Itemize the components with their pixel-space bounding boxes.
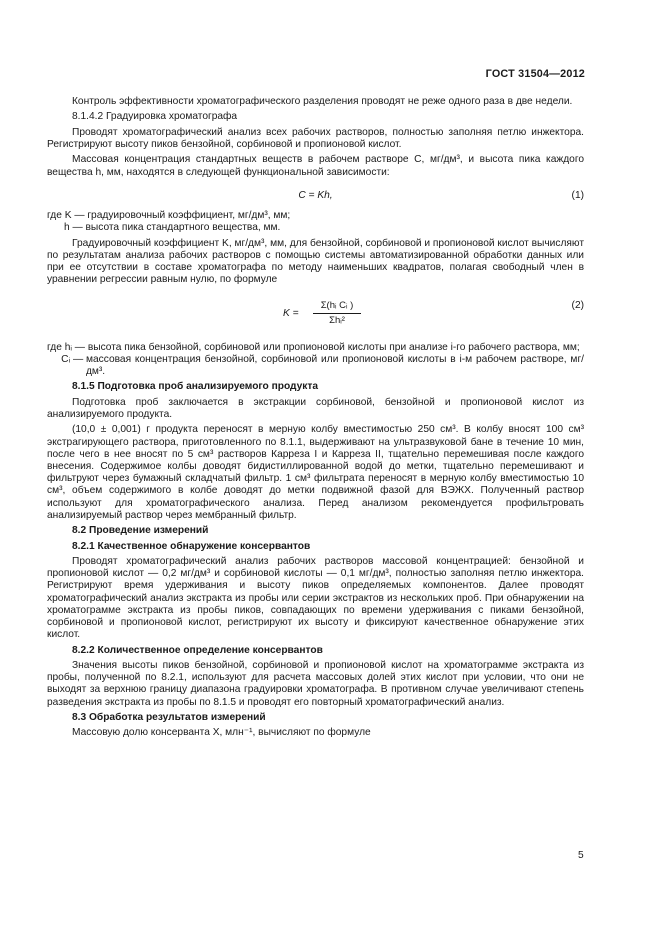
definition-text: высота пика бензойной, сорбиновой или пропионовой кислоты при анализе i-го рабочего раствора, мм; — [87, 341, 580, 353]
paragraph: Подготовка проб заключается в экстракции сорбиновой, бензойной и пропионовой кислот из анализируемого продукта. — [47, 396, 584, 420]
definitions-1 — [47, 210, 584, 234]
definition-row — [47, 210, 584, 222]
definition-text: массовая концентрация бензойной, сорбиновой или пропионовой кислоты в i-м рабочем растворе, мг/дм³. — [85, 353, 584, 377]
subsection-heading: 8.1.4.2 Градуировка хроматографа — [72, 111, 238, 123]
definition-row — [47, 342, 584, 354]
section-heading: 8.3 Обработка результатов измерений — [72, 711, 266, 723]
equation-lhs: K = — [283, 307, 299, 319]
equation-number: (1) — [571, 189, 584, 201]
definitions-2 — [47, 342, 584, 379]
paragraph: Проводят хроматографический анализ рабочих растворов массовой концентрацией: бензойной и пропионовой кислот — 0,2 мг/дм³ и сорбиновой кислоты — 0,1 мг/дм³, полностью заполняя петлю инжектора. Регистрируют время удерживания и высоту пиков определяемых компонентов. Далее проводят хроматографический анализ экстракта из пробы или серии экстрактов из нескольких проб. При обнаружении на хроматограмме экстракта из пробы пиков, совпадающих по времени удерживания с пиками бензойной, сорбиновой и пропионовой кислот, регистрируют их высоту и фиксируют качественное обнаружение этих кислот. — [47, 555, 584, 641]
equation-number: (2) — [571, 299, 584, 311]
definition-symbol: где K — — [47, 209, 88, 221]
section-heading: 8.1.5 Подготовка проб анализируемого продукта — [72, 381, 319, 393]
paragraph: Значения высоты пиков бензойной, сорбиновой и пропионовой кислот на хроматограмме экстракта из пробы, полученной по 8.2.1, используют для расчета массовых долей этих кислот при условии, что они не выходят за верхнюю границу диапазона градуировки хроматографа. В противном случае увеличивают степень разведения экстракта из пробы по 8.1.5 и проводят его повторный хроматографический анализ. — [47, 659, 584, 708]
page-number: 5 — [578, 850, 584, 861]
equation-2 — [47, 290, 584, 342]
definition-row — [47, 354, 584, 378]
definition-symbol: где hᵢ — — [47, 341, 88, 353]
fraction-numerator: Σ(hᵢ Cᵢ ) — [313, 300, 361, 314]
paragraph: Градуировочный коэффициент K, мг/дм³, мм, для бензойной, сорбиновой и пропионовой кислот вычисляют по результатам анализа рабочих растворов с помощью системы автоматизированной обработки данных или при ее отсутствии в составе хроматографа по методу наименьших квадратов, полагая свободный член в уравнении регрессии равным нулю, по формуле — [47, 237, 585, 286]
definition-row — [47, 222, 584, 234]
paragraph: Проводят хроматографический анализ всех рабочих растворов, полностью заполняя петлю инжектора. Регистрируют высоту пиков бензойной, сорбиновой и пропионовой кислот. — [47, 126, 584, 150]
section-heading: 8.2.2 Количественное определение консервантов — [72, 644, 323, 656]
paragraph: Контроль эффективности хроматографического разделения проводят не реже одного раза в две недели. — [72, 96, 573, 107]
section-heading: 8.2.1 Качественное обнаружение консервантов — [72, 540, 311, 552]
document-code: ГОСТ 31504—2012 — [485, 68, 585, 80]
definition-text: высота пика стандартного вещества, мм. — [85, 222, 281, 234]
definition-symbol: Cᵢ — — [47, 353, 86, 365]
definition-symbol: h — — [47, 222, 86, 234]
definition-text: градуировочный коэффициент, мг/дм³, мм; — [87, 209, 291, 221]
paragraph: (10,0 ± 0,001) г продукта переносят в мерную колбу вместимостью 250 см³. В колбу вносят 100 см³ экстрагирующего раствора, приготовленного по 8.1.1, выдерживают на ультразвуковой бане в течение 10 мин, после чего в нее вносят по 5 см³ растворов Карреза I и Карреза II, тщательно перемешивая после каждого внесения. Содержимое колбы доводят бидистиллированной водой до метки, тщательно перемешивают и фильтруют через бумажный складчатый фильтр. 1 см³ фильтрата переносят в мерную колбу вместимостью 10 см³, объем содержимого в колбе доводят до метки подвижной фазой для ВЭЖХ. Полученный раствор используют для хроматографического анализа. Перед анализом рекомендуется профильтровать анализируемый раствор через мембранный фильтр. — [47, 424, 584, 521]
fraction-denominator: Σhᵢ² — [329, 314, 345, 326]
page-body — [47, 96, 584, 743]
section-heading: 8.2 Проведение измерений — [72, 525, 209, 537]
equation-expression: C = Kh, — [298, 189, 333, 201]
equation-1 — [47, 182, 584, 210]
paragraph: Массовая концентрация стандартных веществ в рабочем растворе C, мг/дм³, и высота пика каждого вещества h, мм, находятся в следующей функциональной зависимости: — [47, 154, 584, 178]
paragraph: Массовую долю консерванта X, млн⁻¹, вычисляют по формуле — [72, 727, 371, 739]
